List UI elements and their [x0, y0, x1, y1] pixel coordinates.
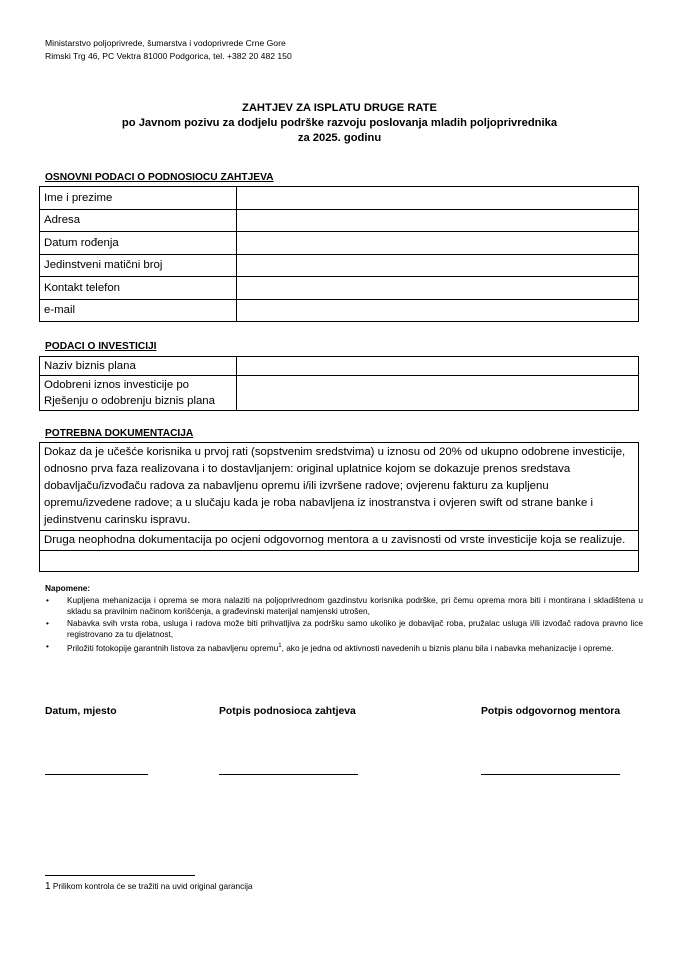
mentor-signature-line[interactable]: [481, 774, 620, 775]
documentation-item: Dokaz da je učešće korisnika u prvoj rati (sopstvenim sredstvima) u iznosu od 20% od ukupno odobrene investicije, odnosno prva faza realizovana i to dostavljanjem: original uplatnice kojom se dokazuje prenos sredstava dobavljaču/izvođaču radova za nabavljenu opremu i/ili izvršene radove; ovjerenu fakturu za kupljenu opremu/izvedene radove; a u slučaju kada je roba nabavljena iz inostranstva i ovjeren swift od strane banke i jedinstvenu carinsku ispravu.: [40, 443, 638, 531]
table-row: [40, 299, 639, 322]
field-label: Naziv biznis plana: [40, 357, 237, 376]
bullet-icon: •: [46, 617, 49, 628]
address-field[interactable]: [237, 209, 639, 232]
note-text-continued: , ako je jedna od aktivnosti navedenih u biznis planu bila i nabavka mehanizacije i opreme.: [281, 642, 614, 653]
applicant-signature-line[interactable]: [219, 774, 358, 775]
phone-field[interactable]: [237, 277, 639, 300]
field-label: e-mail: [40, 299, 237, 322]
business-plan-name-field[interactable]: [237, 357, 639, 376]
applicant-table: [39, 186, 639, 322]
note-text: Priložiti fotokopije garantnih listova za nabavljenu opremu: [67, 642, 279, 653]
field-label: Adresa: [40, 209, 237, 232]
note-text: Nabavka svih vrsta roba, usluga i radova može biti prihvatljiva za podršku samo ukoliko je dobavljač roba, pružalac usluga i/ili izvođač radova pravno lice registrovano za tu djelatnost,: [67, 617, 643, 639]
table-row: [40, 209, 639, 232]
note-item: [45, 618, 643, 641]
applicant-signature-label: Potpis podnosioca zahtjeva: [219, 706, 356, 717]
documentation-box: [39, 442, 639, 572]
title-line-3: za 2025. godinu: [297, 132, 382, 144]
title-line-1: ZAHTJEV ZA ISPLATU DRUGE RATE: [242, 102, 437, 114]
id-number-field[interactable]: [237, 254, 639, 277]
footnote: [45, 881, 253, 892]
section-investment-title: PODACI O INVESTICIJI: [45, 341, 157, 352]
date-place-line[interactable]: [45, 774, 148, 775]
organization-address: Rimski Trg 46, PC Vektra 81000 Podgorica, tel. +382 20 482 150: [45, 51, 292, 61]
document-title: [0, 101, 679, 146]
bullet-icon: •: [46, 594, 49, 605]
date-place-label: Datum, mjesto: [45, 706, 117, 717]
field-label: Odobreni iznos investicije po Rješenju o odobrenju biznis plana: [40, 376, 237, 411]
notes: [45, 583, 643, 654]
approved-amount-field[interactable]: [237, 376, 639, 411]
footnote-text: Prilikom kontrola će se tražiti na uvid original garancija: [52, 881, 253, 891]
birth-date-field[interactable]: [237, 232, 639, 255]
documentation-empty-row[interactable]: [40, 551, 638, 571]
section-basic-title: OSNOVNI PODACI O PODNOSIOCU ZAHTJEVA: [45, 172, 274, 183]
table-row: [40, 357, 639, 376]
investment-table: [39, 356, 639, 411]
name-field[interactable]: [237, 187, 639, 210]
table-row: [40, 254, 639, 277]
note-item: [45, 641, 643, 654]
organization-header: [45, 37, 292, 63]
organization-name: Ministarstvo poljoprivrede, šumarstva i vodoprivrede Crne Gore: [45, 38, 286, 48]
footnote-reference[interactable]: 1: [278, 642, 282, 649]
field-label: Ime i prezime: [40, 187, 237, 210]
documentation-item: Druga neophodna dokumentacija po ocjeni odgovornog mentora a u zavisnosti od vrste investicije koja se realizuje.: [40, 531, 638, 551]
mentor-signature-label: Potpis odgovornog mentora: [481, 706, 621, 717]
note-item: [45, 595, 643, 618]
field-label: Datum rođenja: [40, 232, 237, 255]
footnote-divider: [45, 875, 195, 876]
bullet-icon: •: [46, 640, 49, 651]
field-label: Jedinstveni matični broj: [40, 254, 237, 277]
footnote-number: 1: [45, 881, 51, 892]
section-docs-title: POTREBNA DOKUMENTACIJA: [45, 428, 194, 439]
email-field[interactable]: [237, 299, 639, 322]
notes-heading: Napomene:: [45, 583, 91, 593]
table-row: [40, 232, 639, 255]
table-row: [40, 376, 639, 411]
title-line-2: po Javnom pozivu za dodjelu podrške razvoju poslovanja mladih poljoprivrednika: [121, 117, 558, 129]
field-label: Kontakt telefon: [40, 277, 237, 300]
note-text: Kupljena mehanizacija i oprema se mora nalaziti na poljoprivrednom gazdinstvu korisnika podrške, pri čemu oprema mora biti i montirana i skladištena u skladu sa pravilnim načinom korišćenja, a građevinski materijal namjenski utrošen,: [67, 594, 643, 616]
table-row: [40, 187, 639, 210]
notes-list: [45, 595, 643, 654]
table-row: [40, 277, 639, 300]
